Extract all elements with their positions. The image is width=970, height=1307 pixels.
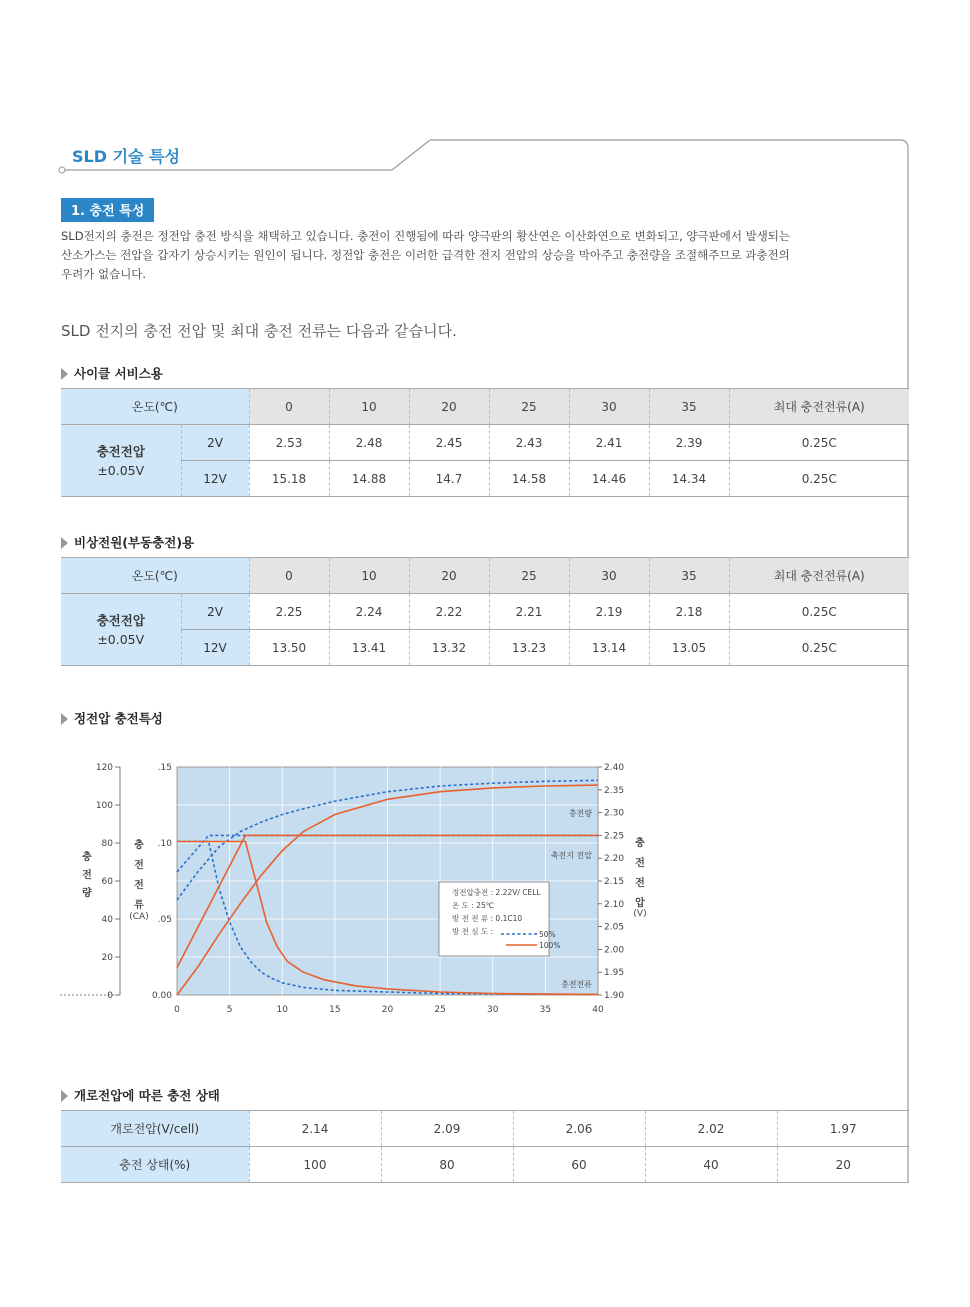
- tolerance-text: ±0.05V: [97, 462, 145, 478]
- temp-cell: 30: [569, 558, 649, 594]
- right-tick-label: 2.25: [604, 831, 625, 842]
- value-cell: 14.34: [649, 461, 729, 497]
- float-table: [61, 557, 909, 666]
- charging-chart: [60, 760, 660, 1020]
- max-current-cell: 0.25C: [729, 630, 909, 666]
- value-cell: 13.32: [409, 630, 489, 666]
- value-cell: 2.53: [249, 425, 329, 461]
- soc-cell: 20: [777, 1147, 909, 1183]
- cycle-heading: [61, 364, 163, 382]
- temp-cell: 35: [649, 558, 729, 594]
- ocv-cell: 2.06: [513, 1111, 645, 1147]
- value-cell: 2.22: [409, 594, 489, 630]
- label-charge-current: 충전전류: [561, 980, 592, 989]
- legend-line: 정전압충전 : 2.22V/ CELL: [452, 888, 541, 897]
- value-cell: 13.41: [329, 630, 409, 666]
- temp-header: 온도(℃): [61, 389, 249, 425]
- left1-tick-label: 120: [95, 763, 113, 773]
- value-cell: 2.43: [489, 425, 569, 461]
- ocv-cell: 2.14: [249, 1111, 381, 1147]
- chart-heading-text: 정전압 충전특성: [74, 711, 163, 726]
- voltage-label: [61, 425, 181, 497]
- value-cell: 13.05: [649, 630, 729, 666]
- value-cell: 2.19: [569, 594, 649, 630]
- temp-cell: 30: [569, 389, 649, 425]
- max-current-cell: 0.25C: [729, 461, 909, 497]
- chart-heading: [61, 709, 163, 727]
- temp-cell: 10: [329, 558, 409, 594]
- max-current-header: 최대 충전전류(A): [729, 558, 909, 594]
- left2-tick-label: .05: [157, 915, 172, 925]
- x-tick-label: 5: [226, 1005, 233, 1015]
- ocv-table: [61, 1110, 909, 1183]
- left1-tick-label: 60: [101, 877, 113, 887]
- type-cell: 2V: [181, 594, 249, 630]
- left1-axis-label: 량: [82, 888, 92, 899]
- left2-axis-unit: (CA): [129, 912, 149, 922]
- x-tick-label: 30: [487, 1005, 499, 1015]
- page-title: SLD 기술 특성: [72, 147, 180, 166]
- legend-line: 온 도 : 25℃: [452, 901, 495, 910]
- right-tick-label: 2.10: [604, 899, 625, 910]
- value-cell: 2.45: [409, 425, 489, 461]
- description: [61, 227, 841, 284]
- value-cell: 2.41: [569, 425, 649, 461]
- max-current-header: 최대 충전전류(A): [729, 389, 909, 425]
- value-cell: 13.50: [249, 630, 329, 666]
- x-tick-label: 15: [329, 1005, 341, 1015]
- x-tick-label: 0: [174, 1005, 180, 1015]
- right-axis-unit: (V): [633, 909, 647, 919]
- left1-axis-label: 전: [82, 870, 92, 881]
- left2-tick-label: 0.00: [151, 991, 172, 1001]
- float-heading: [61, 533, 194, 551]
- label-battery-voltage: 축전지 전압: [550, 851, 592, 860]
- triangle-bullet-icon: [61, 368, 68, 380]
- left1-tick-label: 80: [101, 839, 113, 849]
- right-tick-label: 1.90: [604, 991, 625, 1001]
- value-cell: 2.18: [649, 594, 729, 630]
- description-line: SLD전지의 충전은 정전압 충전 방식을 채택하고 있습니다. 충전이 진행됨에 따라 양극판의 황산연은 이산화연으로 변화되고, 양극판에서 발생되는: [61, 229, 791, 243]
- left2-axis-label: 충: [134, 840, 144, 851]
- value-cell: 14.88: [329, 461, 409, 497]
- x-tick-label: 40: [592, 1005, 604, 1015]
- section-badge: 1. 충전 특성: [61, 198, 154, 222]
- temp-cell: 0: [249, 558, 329, 594]
- right-tick-label: 2.30: [604, 808, 625, 819]
- x-tick-label: 35: [539, 1005, 552, 1015]
- max-current-cell: 0.25C: [729, 594, 909, 630]
- cycle-table: [61, 388, 909, 497]
- left1-axis-label: 충: [82, 852, 92, 863]
- soc-row-label: 충전 상태(%): [61, 1147, 249, 1183]
- left2-tick-label: .10: [157, 839, 172, 849]
- right-axis-label: 전: [635, 878, 645, 889]
- ocv-cell: 2.02: [645, 1111, 777, 1147]
- left1-tick-label: 40: [101, 915, 113, 925]
- right-tick-label: 1.95: [604, 968, 625, 979]
- lead-text: SLD 전지의 충전 전압 및 최대 충전 전류는 다음과 같습니다.: [61, 322, 457, 340]
- triangle-bullet-icon: [61, 537, 68, 549]
- legend-label-50: 50%: [539, 930, 556, 939]
- float-heading-text: 비상전원(부동충전)용: [74, 535, 195, 550]
- temp-cell: 20: [409, 558, 489, 594]
- description-line: 우려가 없습니다.: [61, 267, 147, 281]
- right-tick-label: 2.20: [604, 854, 625, 865]
- right-axis-label: 압: [635, 898, 645, 909]
- temp-cell: 0: [249, 389, 329, 425]
- soc-cell: 80: [381, 1147, 513, 1183]
- legend-label-100: 100%: [539, 941, 561, 950]
- cycle-heading-text: 사이클 서비스용: [74, 366, 163, 381]
- legend-line: 방 전 심 도 :: [452, 927, 494, 936]
- ocv-heading-text: 개로전압에 따른 충전 상태: [74, 1088, 220, 1103]
- value-cell: 2.39: [649, 425, 729, 461]
- x-tick-label: 20: [381, 1005, 394, 1015]
- legend-line: 방 전 전 류 : 0.1C10: [452, 914, 523, 923]
- value-cell: 15.18: [249, 461, 329, 497]
- right-axis-label: 충: [635, 838, 645, 849]
- soc-cell: 60: [513, 1147, 645, 1183]
- temp-cell: 35: [649, 389, 729, 425]
- value-cell: 2.48: [329, 425, 409, 461]
- temp-header: 온도(℃): [61, 558, 249, 594]
- left2-axis-label: 류: [134, 900, 144, 911]
- triangle-bullet-icon: [61, 1090, 68, 1102]
- ocv-cell: 1.97: [777, 1111, 909, 1147]
- voltage-label-text: 충전전압: [96, 443, 145, 459]
- description-line: 산소가스는 전압을 갑자기 상승시키는 원인이 됩니다. 정전압 충전은 이러한 급격한 전지 전압의 상승을 막아주고 충전량을 조절해주므로 과충전의: [61, 248, 790, 262]
- temp-cell: 20: [409, 389, 489, 425]
- label-charge-amount: 충전량: [568, 809, 592, 818]
- right-tick-label: 2.15: [604, 877, 625, 887]
- type-cell: 12V: [181, 630, 249, 666]
- left2-axis-label: 전: [134, 860, 144, 871]
- temp-cell: 25: [489, 558, 569, 594]
- right-tick-label: 2.05: [604, 922, 625, 933]
- x-tick-label: 25: [434, 1005, 446, 1015]
- voltage-label: [61, 594, 181, 666]
- temp-cell: 10: [329, 389, 409, 425]
- value-cell: 14.46: [569, 461, 649, 497]
- value-cell: 13.23: [489, 630, 569, 666]
- right-tick-label: 2.35: [604, 785, 625, 796]
- left1-tick-label: 20: [101, 953, 113, 963]
- right-tick-label: 2.00: [604, 945, 625, 956]
- right-axis-label: 전: [635, 858, 645, 869]
- value-cell: 14.58: [489, 461, 569, 497]
- max-current-cell: 0.25C: [729, 425, 909, 461]
- type-cell: 12V: [181, 461, 249, 497]
- voltage-label-text: 충전전압: [96, 612, 145, 628]
- left2-axis-label: 전: [134, 880, 144, 891]
- left2-tick-label: .15: [157, 763, 172, 773]
- value-cell: 2.25: [249, 594, 329, 630]
- x-tick-label: 10: [276, 1005, 288, 1015]
- right-tick-label: 2.40: [604, 763, 625, 773]
- value-cell: 2.21: [489, 594, 569, 630]
- ocv-row-label: 개로전압(V/cell): [61, 1111, 249, 1147]
- value-cell: 14.7: [409, 461, 489, 497]
- soc-cell: 100: [249, 1147, 381, 1183]
- left1-tick-label: 100: [95, 801, 113, 811]
- temp-cell: 25: [489, 389, 569, 425]
- triangle-bullet-icon: [61, 713, 68, 725]
- type-cell: 2V: [181, 425, 249, 461]
- tolerance-text: ±0.05V: [97, 631, 145, 647]
- ocv-cell: 2.09: [381, 1111, 513, 1147]
- ocv-heading: [61, 1086, 220, 1104]
- value-cell: 13.14: [569, 630, 649, 666]
- left1-tick-label: 0: [107, 991, 113, 1001]
- soc-cell: 40: [645, 1147, 777, 1183]
- value-cell: 2.24: [329, 594, 409, 630]
